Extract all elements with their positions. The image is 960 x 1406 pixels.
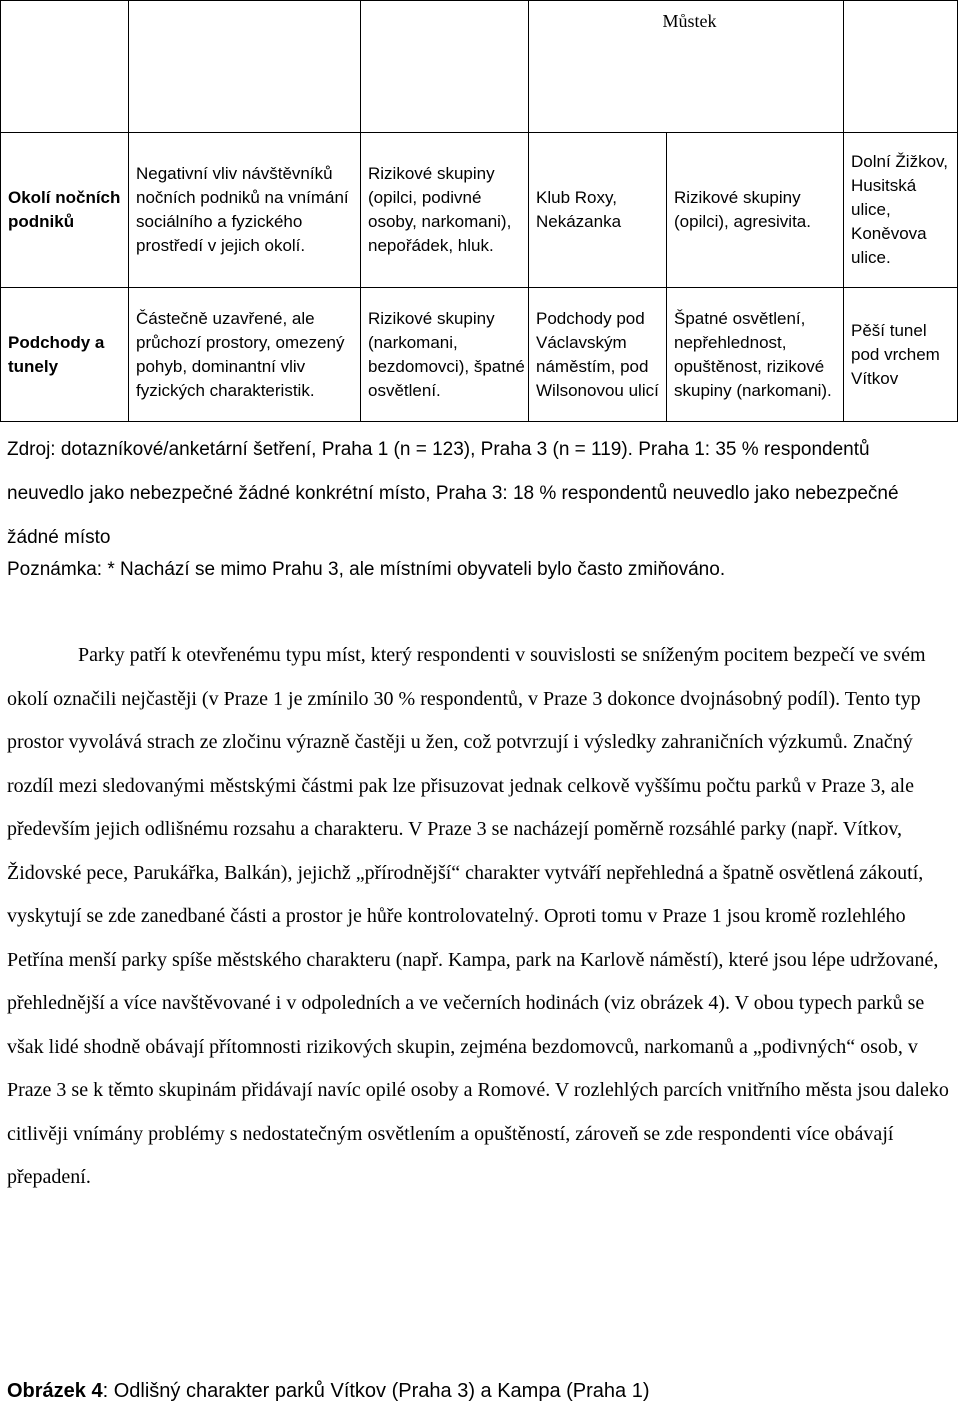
table-row xyxy=(1,288,958,422)
row-risk-praha3: Rizikové skupiny (opilci), agresivita. xyxy=(667,133,844,288)
row-risk-praha1: Rizikové skupiny (narkomani, bezdomovci), špatné osvětlení. xyxy=(361,288,529,422)
row-location: Okolí nočních podniků xyxy=(1,133,129,288)
caption-label: Obrázek 4 xyxy=(7,1380,103,1402)
row-description: Negativní vliv návštěvníků nočních podniků na vnímání sociálního a fyzického prostředí v jejich okolí. xyxy=(129,133,361,288)
row-place-praha3: Pěší tunel pod vrchem Vítkov xyxy=(844,288,958,422)
row-description: Částečně uzavřené, ale průchozí prostory, omezený pohyb, dominantní vliv fyzických charakteristik. xyxy=(129,288,361,422)
body-paragraph: Parky patří k otevřenému typu míst, který respondenti v souvislosti se sníženým pocitem bezpečí ve svém okolí označili nejčastěji (v Praze 1 je zmínilo 30 % respondentů, v Praze 3 dokonce dvojnásobný podíl). Tento typ prostor vyvolává strach ze zločinu výrazně častěji u žen, což potvrzují i výsledky zahraničních výzkumů. Značný rozdíl mezi sledovanými městskými částmi pak lze přisuzovat jednak celkově vyššímu počtu parků v Praze 3, ale především jejich odlišnému rozsahu a charakteru. V Praze 3 se nacházejí poměrně rozsáhlé parky (např. Vítkov, Židovské pece, Parukářka, Balkán), jejichž „přírodnější“ charakter vytváří nepřehledná a špatně osvětlená zákoutí, vyskytují se zde zanedbané části a prostor je hůře kontrolovatelný. Oproti tomu v Praze 1 jsou kromě rozlehlého Petřína menší parky spíše městského charakteru (např. Kampa, park na Karlově náměstí), které jsou lépe udržované, přehlednější a více navštěvované i v odpoledních a ve večerních hodinách (viz obrázek 4). V obou typech parků se však lidé shodně obávají přítomnosti rizikových skupin, zejména bezdomovců, narkomanů a „podivných“ osob, v Praze 3 se k těmto skupinám přidávají navíc opilé osoby a Romové. V rozlehlých parcích vnitřního města jsou daleko citlivěji vnímány problémy s nedostatečným osvětlením a opuštěností, zároveň se zde respondenti více obávají přepadení. xyxy=(7,644,949,1188)
table-cell-empty xyxy=(129,1,361,133)
row-risk-praha1: Rizikové skupiny (opilci, podivné osoby, narkomani), nepořádek, hluk. xyxy=(361,133,529,288)
table-header-title: Můstek xyxy=(529,1,844,133)
safety-places-table xyxy=(0,0,958,422)
row-place-praha1: Klub Roxy, Nekázanka xyxy=(529,133,667,288)
figure-caption xyxy=(7,1378,650,1404)
table-cell-empty xyxy=(1,1,129,133)
note: Poznámka: * Nachází se mimo Prahu 3, ale místními obyvateli bylo často zmiňováno. xyxy=(7,559,726,580)
source-note: Zdroj: dotazníkové/anketární šetření, Praha 1 (n = 123), Praha 3 (n = 119). Praha 1: 35 % respondentů neuvedlo jako nebezpečné žádné konkrétní místo, Praha 3: 18 % respondentů neuvedlo jako nebezpečné žádné místo xyxy=(7,439,899,548)
row-place-praha3: Dolní Žižkov, Husitská ulice, Koněvova ulice. xyxy=(844,133,958,288)
table-header-row xyxy=(1,1,958,133)
table-cell-empty xyxy=(844,1,958,133)
caption-text: : Odlišný charakter parků Vítkov (Praha 3) a Kampa (Praha 1) xyxy=(102,1380,650,1402)
row-place-praha1: Podchody pod Václavským náměstím, pod Wilsonovou ulicí xyxy=(529,288,667,422)
row-location: Podchody a tunely xyxy=(1,288,129,422)
table-row xyxy=(1,133,958,288)
row-risk-praha3: Špatné osvětlení, nepřehlednost, opuštěnost, rizikové skupiny (narkomani). xyxy=(667,288,844,422)
table-cell-empty xyxy=(361,1,529,133)
